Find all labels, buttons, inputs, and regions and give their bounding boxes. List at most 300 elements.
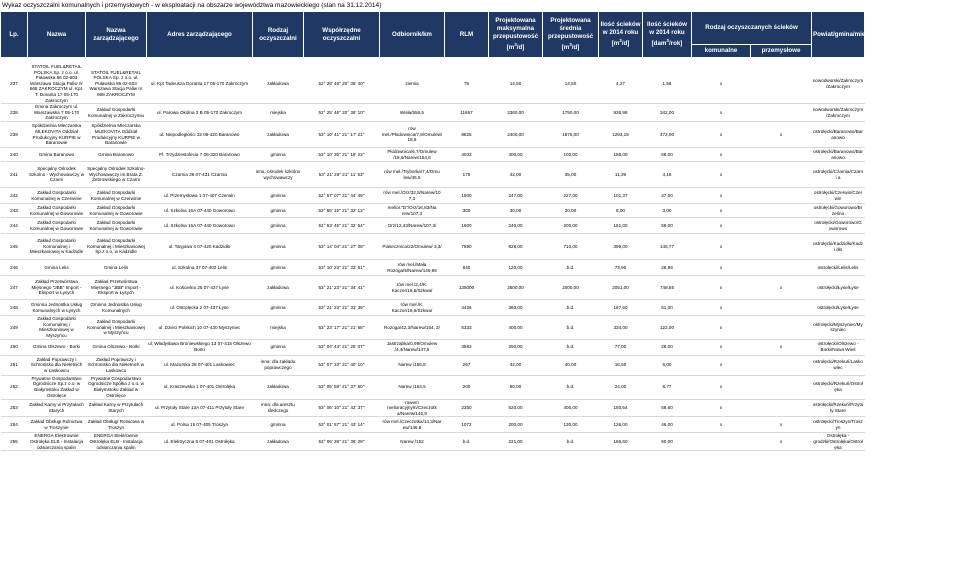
row-lp: 250: [1, 339, 28, 355]
row-zarzadzajacy: Zakład Obsługi Rolnictwa w Troszyn: [86, 417, 147, 433]
row-ilosc: 16,50: [599, 355, 643, 375]
row-proj-sr: 227,00: [543, 188, 599, 204]
row-komunalne: x: [692, 104, 751, 122]
row-zarzadzajacy: Gmina Olszewo - Borki: [86, 339, 147, 355]
row-zarzadzajacy: Zakład Gospodarki Komunalnej i Mieszkaniowej w Myszyńcu: [86, 316, 147, 339]
row-nazwa: Zakład Gospodarki Komunalnej w Goworowie: [28, 204, 86, 218]
row-ilosc-dam: 46,00: [643, 417, 692, 433]
row-proj-sr: b.d.: [543, 375, 599, 399]
row-lp: 238: [1, 104, 28, 122]
row-ilosc-dam: 59,00: [643, 218, 692, 234]
header-przemyslowe: przemysłowe: [751, 45, 812, 58]
row-odbiornik: rów mel./2,4/K. Kaczor/18,6/Szkwa/: [380, 276, 445, 300]
unit-tail: /d]: [621, 40, 630, 48]
row-powiat: ostrołęcki/Rzekuń/Ostroł ęka: [812, 375, 865, 399]
row-powiat: nowodworski/Zakroczym /Zakroczym: [812, 104, 865, 122]
row-rlm: 3583: [445, 339, 489, 355]
row-lp: 239: [1, 122, 28, 148]
row-proj-max: 400,00: [489, 316, 543, 339]
row-adres: ul. Polna 15 07-405 Troszyn: [147, 417, 253, 433]
row-komunalne: x: [692, 417, 751, 433]
row-odbiornik: Orz/12,43/Narew/107,3/: [380, 218, 445, 234]
row-odbiornik: rowem melioracyjnym/Czeczotk a/Narew/146,8: [380, 399, 445, 417]
row-odbiornik: rów mel./Mała Rozoga/5/Narew/149,96: [380, 260, 445, 276]
row-rlm: 11667: [445, 104, 489, 122]
row-odbiornik: rów mel./Płodownica/7,8/Omulew/18,6: [380, 122, 445, 148]
row-rlm: 840: [445, 260, 489, 276]
row-rlm: 1600: [445, 218, 489, 234]
row-rlm: 4033: [445, 148, 489, 162]
row-odbiornik: rów mel./Czeczotka/14,3/Nar ew/146,8: [380, 417, 445, 433]
row-odbiornik: Płodownica/6,7/Omulew /18,6/Narew/154,6: [380, 148, 445, 162]
row-przemyslowe: [751, 375, 812, 399]
row-ilosc: 1293,15: [599, 122, 643, 148]
row-rlm: 300: [445, 204, 489, 218]
row-przemyslowe: [751, 204, 812, 218]
table-row: [1, 122, 960, 148]
row-odbiornik: Rozoga/42,3/Narew/154, 2/: [380, 316, 445, 339]
row-zarzadzajacy: Zakład Gospodarki Komunalnej w Goworowie: [86, 204, 147, 218]
row-wspolrzedne: 53° 10' 23'' 21° 33' 51'': [304, 260, 380, 276]
row-rlm: 5333: [445, 316, 489, 339]
page-title: Wykaz oczyszczalni komunalnych i przemysłowych - w eksploatacji na obszarze województwa mazowieckiego (stan na 31.12.2014): [2, 2, 382, 9]
row-komunalne: x: [692, 218, 751, 234]
row-nazwa: STATOIL FUEL&RETAIL POLSKA Sp. z o.o. ul. Puławska 86 02-603 Warszawa Stacja Paliw nr 668 ZAKROCZYM ul. Kpt. T. Doranta 17 05-170 Zakroczym: [28, 64, 86, 104]
row-proj-sr: b.d.: [543, 433, 599, 451]
row-zarzadzajacy: Zakład Gospodarki Komunalnej w Czerwinie: [86, 188, 147, 204]
header-komunalne: komunalne: [692, 45, 751, 58]
row-lp: 246: [1, 260, 28, 276]
row-rodzaj: gminna: [253, 204, 304, 218]
unit-superscript: 3: [666, 37, 669, 43]
header-proj-sr: [543, 12, 599, 58]
unit-tail: /rok]: [668, 40, 683, 48]
row-proj-max: 120,00: [489, 260, 543, 276]
row-rodzaj: gminna: [253, 188, 304, 204]
row-rodzaj: gminna: [253, 218, 304, 234]
row-zarzadzajacy: Zakład Poprawczy i Schronisko dla Nieletnich w Laskowcu: [86, 355, 147, 375]
row-proj-max: 250,00: [489, 339, 543, 355]
row-przemyslowe: [751, 188, 812, 204]
row-wspolrzedne: 53° 14' 04'' 21° 27' 08'': [304, 234, 380, 260]
header-adres: Adres zarządzającego: [147, 12, 253, 58]
row-rodzaj: inna: dla zakładu poprawczego: [253, 355, 304, 375]
row-proj-sr: 1875,00: [543, 122, 599, 148]
row-wspolrzedne: 52° 57' 07'' 21° 44' 49'': [304, 188, 380, 204]
row-zarzadzajacy: Gmina Baranowo: [86, 148, 147, 162]
row-lp: 240: [1, 148, 28, 162]
row-proj-max: 400,00: [489, 148, 543, 162]
row-powiat: ostrołęcki/Kadzidło/Kadzi dło: [812, 234, 865, 260]
row-ilosc-dam: 748,55: [643, 276, 692, 300]
header-proj-max-label: Projektowana maksymalna przepustowość: [492, 16, 539, 40]
row-lp: 249: [1, 316, 28, 339]
row-zarzadzajacy: Zakład Przetwórstwa Mięsnego "JBB" Import - Eksport w Łysych: [86, 276, 147, 300]
row-proj-sr: 710,00: [543, 234, 599, 260]
row-ilosc: 936,98: [599, 104, 643, 122]
row-lp: 244: [1, 218, 28, 234]
header-ilosc-dam-label: Ilość ścieków w 2014 roku [dam: [647, 20, 687, 48]
row-komunalne: x: [692, 122, 751, 148]
table-row: [1, 64, 960, 104]
row-przemyslowe: x: [751, 339, 812, 355]
row-komunalne: x: [692, 188, 751, 204]
table-row: [1, 260, 960, 276]
row-adres: ul. Szkolna 16A 07-440 Goworowo: [147, 218, 253, 234]
row-wspolrzedne: 53° 21' 23'' 21° 33' 39'': [304, 300, 380, 316]
row-odbiornik: melior."D"/Orz/16,83/Na rew/107,3: [380, 204, 445, 218]
row-wspolrzedne: 53° 21' 26'' 21° 11' 53'': [304, 162, 380, 188]
row-ilosc-dam: 60,00: [643, 433, 692, 451]
row-przemyslowe: [751, 148, 812, 162]
row-odbiornik: rów mel./Tryborka/7,4/Omu lew/46,5: [380, 162, 445, 188]
row-zarzadzajacy: Gminna Jednostka Usług Komunalnych: [86, 300, 147, 316]
row-nazwa: Specjalny Ośrodek Szkolno - Wychowawczy w Czarni: [28, 162, 86, 188]
row-lp: 255: [1, 433, 28, 451]
row-powiat: nowodworski/Zakroczym /Zakroczym: [812, 64, 865, 104]
row-przemyslowe: [751, 234, 812, 260]
row-ilosc: 4,27: [599, 64, 643, 104]
row-nazwa: Gminna Jednostka Usług Komunalnych w Łysych: [28, 300, 86, 316]
row-ilosc-dam: 68,00: [643, 148, 692, 162]
row-rodzaj: zakładowa: [253, 375, 304, 399]
row-powiat: ostrołęcki/Łyse/Łyse: [812, 300, 865, 316]
header-rlm: RLM: [445, 12, 489, 58]
row-powiat: ostrołęcki/Czerwin/Czer win: [812, 188, 865, 204]
header-rodzaj-sciekow: Rodzaj oczyszczanych ścieków: [692, 12, 812, 45]
table-row: [1, 417, 960, 433]
row-ilosc: 186,00: [599, 148, 643, 162]
row-adres: ul. Kraszewska 1 07-401 Ostrołęka: [147, 375, 253, 399]
row-proj-max: 42,00: [489, 355, 543, 375]
row-powiat: ostrołęcki/Czarnia/Czarni a: [812, 162, 865, 188]
row-adres: Pl. Trzydziestolecia 7 06-320 Baranowo: [147, 148, 253, 162]
row-adres: ul. Ostrołęcka 2 07-437 Łyse: [147, 300, 253, 316]
row-adres: ul. Targowa 4 07-420 Kadzidło: [147, 234, 253, 260]
table-row: [1, 375, 960, 399]
row-wspolrzedne: 52° 25' 46'' 20° 36' 10'': [304, 104, 380, 122]
row-proj-max: 360,00: [489, 300, 543, 316]
row-proj-sr: 400,00: [543, 399, 599, 417]
row-komunalne: x: [692, 64, 751, 104]
row-proj-sr: 40,00: [543, 355, 599, 375]
header-proj-max: [489, 12, 543, 58]
row-przemyslowe: x: [751, 276, 812, 300]
table-row: [1, 188, 960, 204]
row-ilosc: 126,00: [599, 417, 643, 433]
row-nazwa: Spółdzielnia Mleczarska MLEKOVITA Oddział Produkcyjny KURPIE w Baranowie: [28, 122, 86, 148]
row-ilosc: 24,00: [599, 375, 643, 399]
row-powiat: ostrołęcki/Olszewo - Borki/Nowa Wieś: [812, 339, 865, 355]
row-ilosc: 101,37: [599, 188, 643, 204]
row-odbiornik: Wisła/556,5: [380, 104, 445, 122]
row-rodzaj: gminna: [253, 260, 304, 276]
header-lp: Lp.: [1, 12, 28, 58]
row-ilosc: 399,00: [599, 234, 643, 260]
row-powiat: ostrołęcki/Lelis/Lelis: [812, 260, 865, 276]
row-lp: 245: [1, 234, 28, 260]
row-proj-max: 247,00: [489, 188, 543, 204]
header-nazwa-zarzadzajacego: Nazwa zarządzającego: [86, 12, 147, 58]
row-proj-max: 2500,00: [489, 276, 543, 300]
row-wspolrzedne: 52° 53' 45'' 21° 32' 54'': [304, 218, 380, 234]
table-row: [1, 162, 960, 188]
unit-superscript: 3: [514, 41, 517, 47]
row-zarzadzajacy: STATOIL FUEL&RETAIL POLSKA Sp. z o.o. ul. Puławska 86 02-603 Warszawa Stacja Paliw nr 668 ZAKROCZYM: [86, 64, 147, 104]
row-wspolrzedne: 53° 05' 28'' 21° 36' 29'': [304, 433, 380, 451]
table-body: [1, 58, 960, 451]
row-proj-sr: b.d.: [543, 316, 599, 339]
row-rlm: 200: [445, 375, 489, 399]
row-wspolrzedne: 53° 10' 41'' 21° 17' 21'': [304, 122, 380, 148]
row-rodzaj: inna: ośrodek szkolno wychowawczy: [253, 162, 304, 188]
row-komunalne: x: [692, 234, 751, 260]
row-nazwa: Zakład Karny w Przytułach Starych: [28, 399, 86, 417]
header-proj-sr-label: Projektowana średnia przepustowość: [547, 16, 594, 40]
row-rodzaj: miejska: [253, 316, 304, 339]
row-powiat: ostrołęcki/Rzekuń/Przytu ły Stare: [812, 399, 865, 417]
unit-superscript: 3: [619, 37, 622, 43]
row-odbiornik: Narew /153,5: [380, 375, 445, 399]
row-proj-sr: b.d.: [543, 339, 599, 355]
row-komunalne: x: [692, 339, 751, 355]
header-proj-sr-unit: [m: [561, 44, 570, 52]
row-odbiornik: Piasecznica/22/Omulew/ 3,3/: [380, 234, 445, 260]
row-lp: 253: [1, 399, 28, 417]
row-powiat: ostrołęcki/Myszyniec/My szyniec: [812, 316, 865, 339]
row-odbiornik: ziemia: [380, 64, 445, 104]
row-odbiornik: rów mel./K. Kaczor/18,6/Szkwa/: [380, 300, 445, 316]
row-wspolrzedne: 53° 04' 44'' 21° 25' 07'': [304, 339, 380, 355]
row-odbiornik: Narew /152: [380, 433, 445, 451]
row-ilosc: 8,00: [599, 204, 643, 218]
row-rodzaj: zakładowa: [253, 64, 304, 104]
table-row: [1, 218, 960, 234]
row-proj-max: 200,00: [489, 417, 543, 433]
row-proj-sr: 20,00: [543, 204, 599, 218]
table-row: [1, 234, 960, 260]
row-komunalne: x: [692, 276, 751, 300]
unit-superscript: 3: [569, 41, 572, 47]
table-row: [1, 355, 960, 375]
row-ilosc: 334,00: [599, 316, 643, 339]
row-adres: ul. Kościelna 25 07-437 Łyse: [147, 276, 253, 300]
header-ilosc-dam: [643, 12, 692, 58]
row-nazwa: Prywatne Gospodarstwo Ogrodnicze Sp.z o.o. w Białymstoku Zakład w Ostrołęce: [28, 375, 86, 399]
row-wspolrzedne: 52° 26' 46'' 20° 36' 40'': [304, 64, 380, 104]
row-rlm: 4426: [445, 300, 489, 316]
row-przemyslowe: [751, 64, 812, 104]
row-powiat: ostrołęcki/Łyse/Łyse: [812, 276, 865, 300]
row-proj-max: 240,00: [489, 218, 543, 234]
row-przemyslowe: [751, 104, 812, 122]
table-row: [1, 399, 960, 417]
row-rodzaj: zakładowa: [253, 433, 304, 451]
row-ilosc-dam: 3,00: [643, 204, 692, 218]
table-row: [1, 300, 960, 316]
row-przemyslowe: [751, 260, 812, 276]
row-adres: ul. Mazurska 28 07-401 Laskowiec: [147, 355, 253, 375]
row-lp: 254: [1, 417, 28, 433]
row-lp: 251: [1, 355, 28, 375]
row-zarzadzajacy: Zakład Gospodarki Komunalnej i Mieszkaniowej Sp.z o.o. w Kadzidle: [86, 234, 147, 260]
row-ilosc-dam: 6,00: [643, 355, 692, 375]
row-przemyslowe: [751, 218, 812, 234]
row-ilosc-dam: 1,56: [643, 64, 692, 104]
row-ilosc-dam: 26,99: [643, 260, 692, 276]
row-powiat: ostrołęcki/Goworowo/G oworowo: [812, 218, 865, 234]
row-komunalne: x: [692, 300, 751, 316]
table-row: [1, 204, 960, 218]
row-komunalne: x: [692, 399, 751, 417]
header-odbiornik: Odbiornik/km: [380, 12, 445, 58]
header-nazwa: Nazwa: [28, 12, 86, 58]
row-przemyslowe: x: [751, 433, 812, 451]
row-komunalne: x: [692, 260, 751, 276]
row-odbiornik: rów mel./Orz/32,5/Narew/10 7,3: [380, 188, 445, 204]
table-row: [1, 339, 960, 355]
row-lp: 241: [1, 162, 28, 188]
header-wspolrzedne: Współrzędne oczyszczalni: [304, 12, 380, 58]
table-row: [1, 148, 960, 162]
row-odbiornik: Narew /155,8: [380, 355, 445, 375]
row-ilosc: 77,00: [599, 339, 643, 355]
row-adres: ul. Parowa Okólna 3 B 05-170 Zakroczym: [147, 104, 253, 122]
row-lp: 248: [1, 300, 28, 316]
unit-tail: /d]: [516, 44, 525, 52]
row-adres: ul. Władysława Broniewskiego 13 07-415 Olszewo Borki: [147, 339, 253, 355]
row-nazwa: ENERGA Elektrownie Ostrołęka ELB - Instalacja odsiarczania spalin: [28, 433, 86, 451]
row-ilosc-dam: 342,00: [643, 104, 692, 122]
row-nazwa: Gmina Olszewo - Borki: [28, 339, 86, 355]
row-rodzaj: gminna: [253, 148, 304, 162]
row-ilosc-dam: 37,00: [643, 188, 692, 204]
row-przemyslowe: x: [751, 417, 812, 433]
row-zarzadzajacy: Zakład Karny w Przytułach Starych: [86, 399, 147, 417]
unit-tail: /d]: [571, 44, 580, 52]
row-rlm: 175: [445, 162, 489, 188]
row-lp: 247: [1, 276, 28, 300]
row-komunalne: x: [692, 355, 751, 375]
row-nazwa: Gmina Zakroczym ul. Warszawska 7 05-170 Zakroczym: [28, 104, 86, 122]
table-row: [1, 104, 960, 122]
row-ilosc-dam: 28,00: [643, 339, 692, 355]
row-nazwa: Zakład Przetwórstwa Mięsnego "JBB" Import - Eksport w Łysych: [28, 276, 86, 300]
header-powiat: Powiat/gmina/miejscowość: [812, 12, 865, 58]
row-rlm: 135000: [445, 276, 489, 300]
row-proj-max: 520,00: [489, 399, 543, 417]
row-rodzaj: gminna: [253, 417, 304, 433]
row-powiat: ostrołęcki/Baranowo/Bar anowo: [813, 149, 863, 160]
row-rodzaj: gminna: [253, 300, 304, 316]
row-rodzaj: gminna: [253, 339, 304, 355]
row-zarzadzajacy: Gmina Lelis: [86, 260, 147, 276]
row-wspolrzedne: 52° 55' 16'' 21° 32' 12'': [304, 204, 380, 218]
row-adres: ul. Szkolna 37 07-402 Lelis: [147, 260, 253, 276]
row-proj-sr: 1750,00: [543, 104, 599, 122]
row-proj-sr: 2000,00: [543, 276, 599, 300]
row-adres: ul. Przemysłowa 1 07-407 Czerwin: [147, 188, 253, 204]
row-adres: ul. Przytuły Stare 13A 07-411 Przytuły Stare: [147, 399, 253, 417]
row-zarzadzajacy: Zakład Gospodarki Komunalnej w Zakroczymiu: [86, 104, 147, 122]
header-rodzaj: Rodzaj oczyszczalni: [253, 12, 304, 58]
row-przemyslowe: [751, 162, 812, 188]
row-komunalne: [692, 433, 751, 451]
row-lp: 237: [1, 64, 28, 104]
row-ilosc: 161,00: [599, 218, 643, 234]
row-nazwa: Zakład Obsługi Rolnictwa w Troszynie: [28, 417, 86, 433]
row-przemyslowe: [751, 316, 812, 339]
row-lp: 252: [1, 375, 28, 399]
row-powiat: ostrołęcki/Baranowo/Bar anowo: [812, 122, 865, 148]
row-nazwa: Zakład Gospodarki Komunalnej w Czerwinie: [28, 188, 86, 204]
row-adres: ul. Elektryczna 5 07-401 Ostrołęka: [147, 433, 253, 451]
row-proj-sr: b.d.: [543, 300, 599, 316]
row-ilosc-dam: 8,77: [643, 375, 692, 399]
row-rlm: 1500: [445, 188, 489, 204]
row-ilosc: 11,39: [599, 162, 643, 188]
row-adres: ul. Szkolna 16A 07-440 Goworowo: [147, 204, 253, 218]
row-ilosc-dam: 472,00: [643, 122, 692, 148]
row-komunalne: x: [692, 375, 751, 399]
row-adres: ul. Dzieci Polskich 10 07-430 Myszyniec: [147, 316, 253, 339]
row-zarzadzajacy: Spółdzielnia Mleczarska MLEKOVITA Oddział Produkcyjny KURPIE w Baranowie: [86, 122, 147, 148]
row-rlm: 2350: [445, 399, 489, 417]
row-komunalne: x: [692, 316, 751, 339]
row-proj-sr: 100,00: [543, 148, 599, 162]
header-ilosc-2014-label: Ilość ścieków w 2014 roku [m: [600, 20, 641, 48]
row-ilosc: 73,90: [599, 260, 643, 276]
row-proj-max: 30,00: [489, 204, 543, 218]
row-rlm: b.d.: [445, 433, 489, 451]
row-ilosc-dam: 145,77: [643, 234, 692, 260]
row-lp: 242: [1, 188, 28, 204]
header-proj-max-unit: [m: [506, 44, 515, 52]
row-rodzaj: inna: dla aresztu śledczego: [253, 399, 304, 417]
row-nazwa: Zakład Poprawczy i Schronisko dla Nieletnich w Laskowcu: [28, 355, 86, 375]
row-proj-sr: 35,00: [543, 162, 599, 188]
row-proj-max: 828,00: [489, 234, 543, 260]
row-wspolrzedne: 53° 05' 58'' 21° 37' 50'': [304, 375, 380, 399]
row-komunalne: x: [692, 204, 751, 218]
row-ilosc-dam: 4,16: [643, 162, 692, 188]
row-rodzaj: zakładowa: [253, 122, 304, 148]
row-proj-sr: b.d.: [543, 260, 599, 276]
row-rlm: 267: [445, 355, 489, 375]
row-rlm: 1072: [445, 417, 489, 433]
row-lp: 243: [1, 204, 28, 218]
row-przemyslowe: [751, 399, 812, 417]
row-wspolrzedne: 53° 01' 57'' 21° 43' 14'': [304, 417, 380, 433]
row-powiat: ostrołęcki/Troszyn/Trosz yn: [812, 417, 865, 433]
row-proj-sr: 200,00: [543, 218, 599, 234]
row-zarzadzajacy: Specjalny Ośrodek Szkolno-Wychowawczy im.Brata Z. Żebrowskiego w Czarni: [86, 162, 147, 188]
row-rlm: 75: [445, 64, 489, 104]
row-proj-max: 221,00: [489, 433, 543, 451]
row-wspolrzedne: 53° 10' 35'' 21° 18' 22'': [304, 148, 380, 162]
row-adres: ul. Niepodległości 32 06-320 Baranowo: [147, 122, 253, 148]
row-rodzaj: gminna: [253, 234, 304, 260]
row-ilosc: 2051,00: [599, 276, 643, 300]
row-przemyslowe: [751, 300, 812, 316]
row-proj-max: 14,50: [489, 64, 543, 104]
row-proj-sr: 130,00: [543, 417, 599, 433]
row-nazwa: Gmina Baranowo: [28, 148, 86, 162]
row-ilosc: 166,60: [599, 433, 643, 451]
row-proj-max: 42,00: [489, 162, 543, 188]
row-rlm: 7590: [445, 234, 489, 260]
row-powiat: ostrołęcki/Goworowo/Br ześno: [812, 204, 865, 218]
